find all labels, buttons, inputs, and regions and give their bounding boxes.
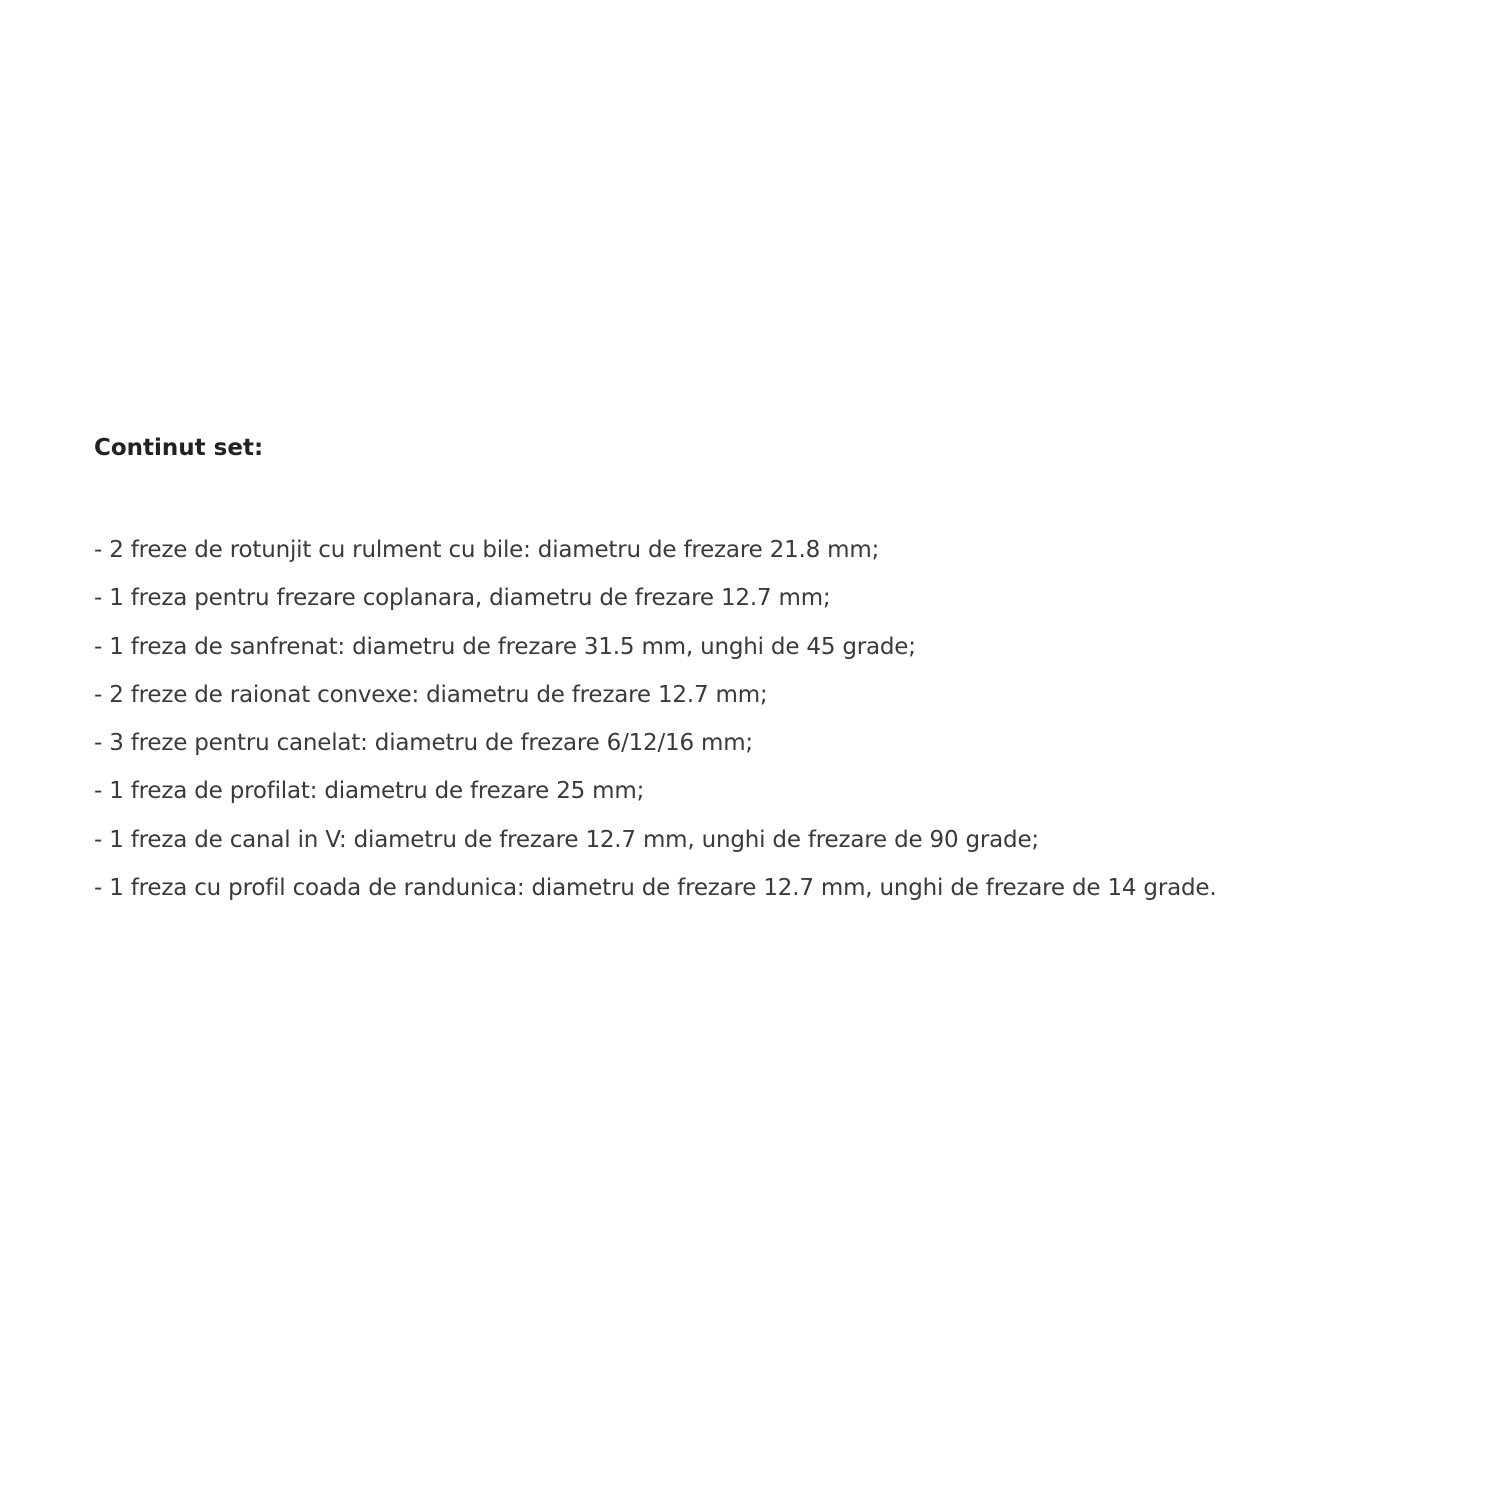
list-item: - 1 freza de sanfrenat: diametru de frezare 31.5 mm, unghi de 45 grade; (94, 633, 916, 660)
list-item: - 1 freza de canal in V: diametru de frezare 12.7 mm, unghi de frezare de 90 grade; (94, 826, 1039, 853)
list-item: - 2 freze de rotunjit cu rulment cu bile: diametru de frezare 21.8 mm; (94, 537, 880, 563)
list-item: - 1 freza cu profil coada de randunica: diametru de frezare 12.7 mm, unghi de frezare de 14 grade. (94, 875, 1217, 902)
contents-list (94, 526, 1434, 912)
list-item: - 1 freza de profilat: diametru de frezare 25 mm; (94, 778, 645, 805)
list-item: - 3 freze pentru canelat: diametru de frezare 6/12/16 mm; (94, 730, 753, 757)
product-contents-section (94, 428, 1434, 912)
list-item: - 2 freze de raionat convexe: diametru de frezare 12.7 mm; (94, 681, 768, 708)
list-item: - 1 freza pentru frezare coplanara, diametru de frezare 12.7 mm; (94, 585, 831, 612)
section-heading: Continut set: (94, 435, 264, 461)
